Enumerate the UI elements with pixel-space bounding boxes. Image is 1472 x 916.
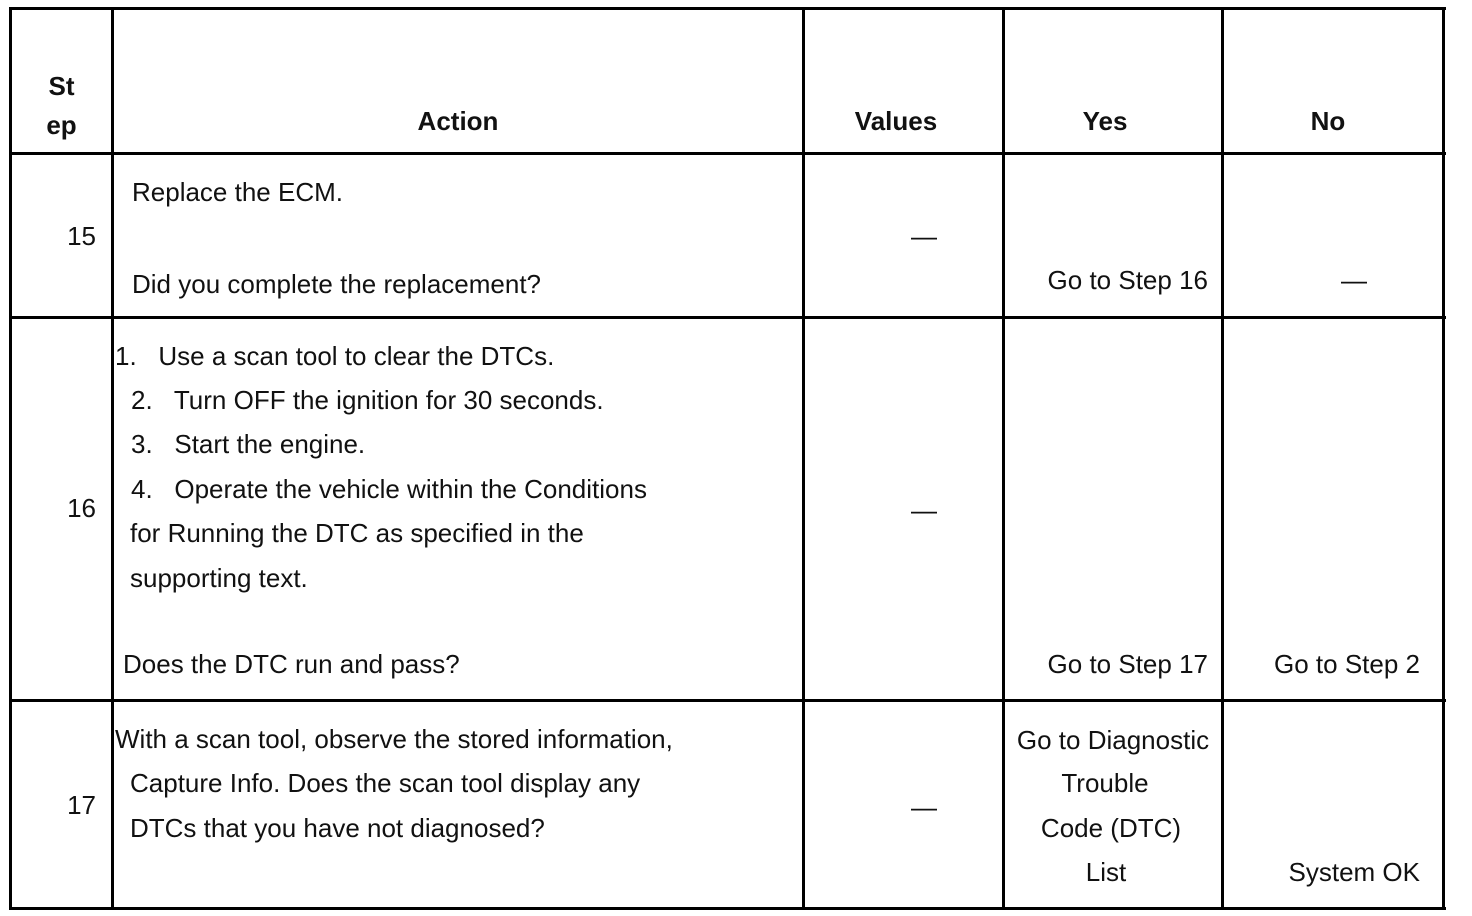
header-action: Action [417,106,499,136]
action-text: Capture Info. Does the scan tool display any [130,768,641,798]
action-text: 4. Operate the vehicle within the Conditions [131,474,647,504]
yes-cell: Go to Diagnostic [1016,725,1210,755]
values-cell: — [911,221,937,251]
header-divider [10,152,1446,155]
yes-cell: Go to Step 17 [1047,649,1208,679]
header-yes: Yes [1082,106,1128,136]
action-text: for Running the DTC as specified in the [130,518,584,548]
step-number: 16 [67,493,96,523]
table-border-right [1442,7,1445,910]
no-cell: Go to Step 2 [1274,649,1420,679]
header-no: No [1310,106,1346,136]
column-divider [111,7,114,910]
column-divider [1221,7,1224,910]
action-text: 3. Start the engine. [131,429,366,459]
step-number: 15 [67,221,96,251]
header-step: St ep [46,71,77,140]
action-text: supporting text. [130,563,308,593]
action-text: With a scan tool, observe the stored information, [115,724,673,754]
table-border-top [10,7,1446,10]
yes-cell: Code (DTC) [1040,813,1182,843]
action-text: 1. Use a scan tool to clear the DTCs. [115,341,555,371]
action-text: DTCs that you have not diagnosed? [130,813,545,843]
no-cell: — [1341,265,1367,295]
action-question: Does the DTC run and pass? [123,649,460,679]
row-divider [10,699,1446,702]
yes-cell: Go to Step 16 [1047,265,1208,295]
step-number: 17 [67,790,96,820]
yes-cell: Trouble [1061,768,1149,798]
row-divider [10,316,1446,319]
action-question: Did you complete the replacement? [132,269,542,299]
yes-cell: List [1085,857,1127,887]
header-values: Values [854,106,938,136]
action-text: Replace the ECM. [132,177,343,207]
action-text: 2. Turn OFF the ignition for 30 seconds. [131,385,604,415]
no-cell: System OK [1288,857,1420,887]
table-border-bottom [10,907,1446,910]
values-cell: — [911,495,937,525]
column-divider [802,7,805,910]
values-cell: — [911,792,937,822]
